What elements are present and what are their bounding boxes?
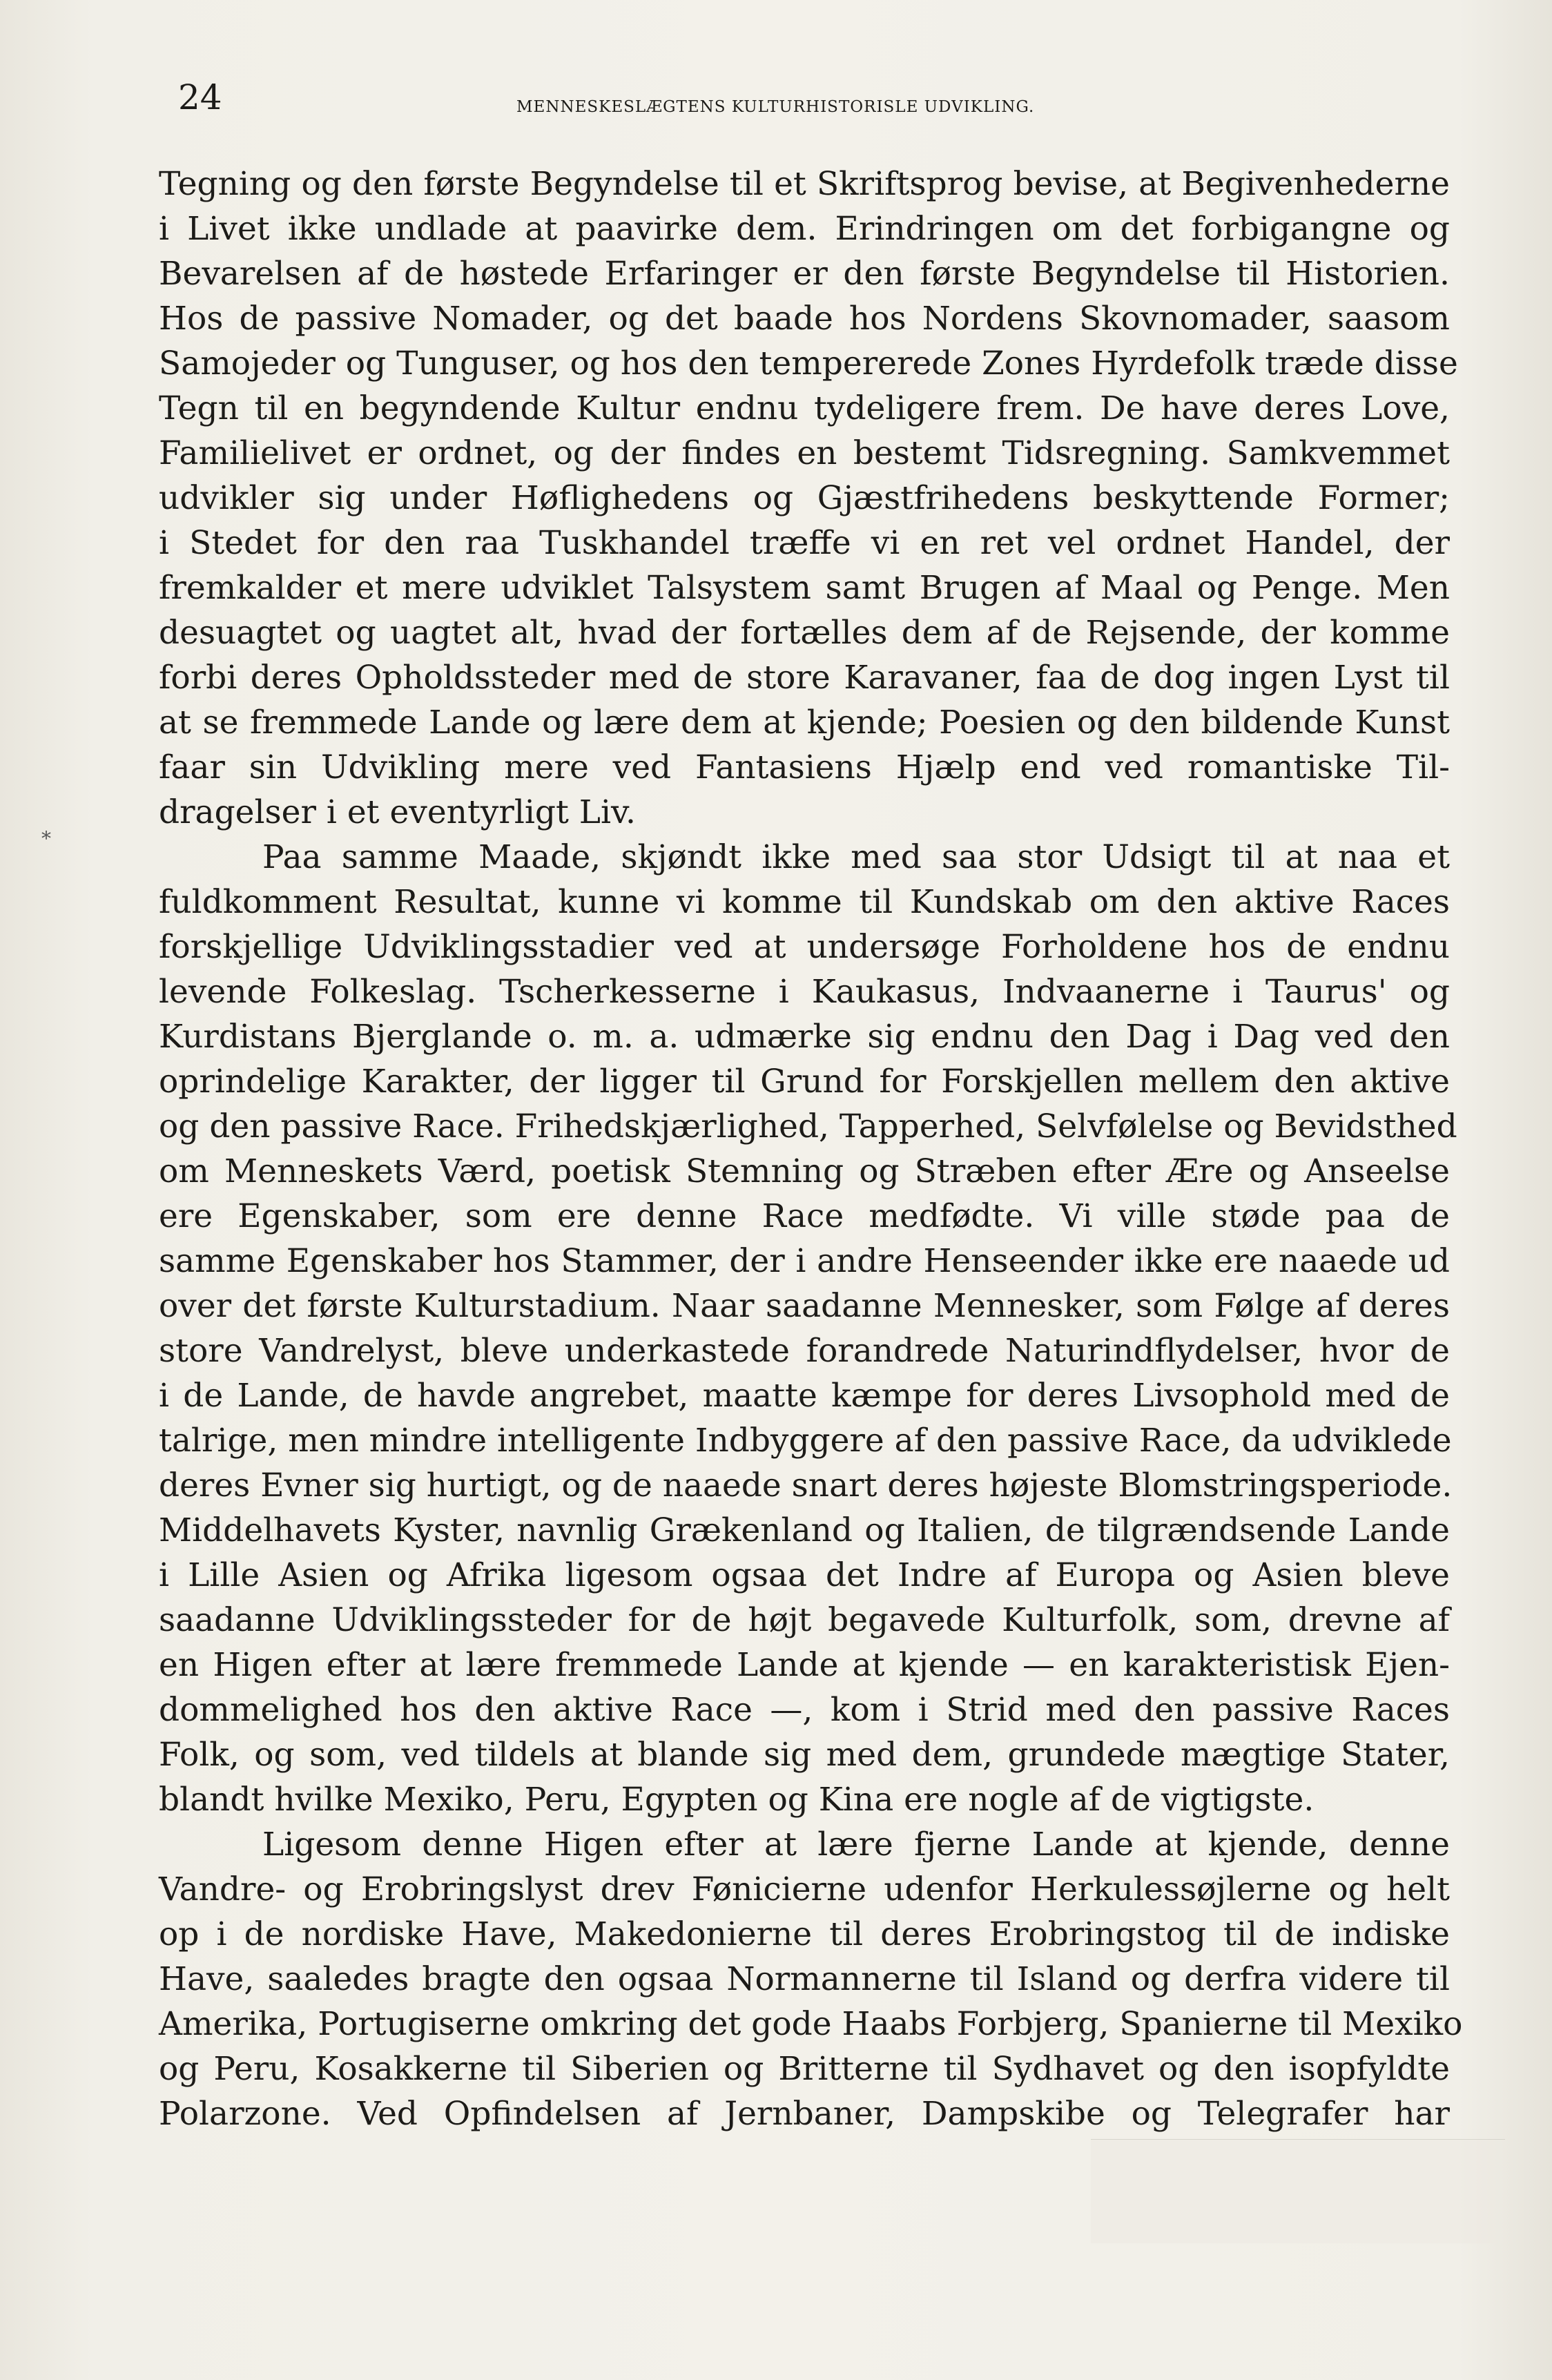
text-line: Vandre- og Erobringslyst drev Fønicierne udenfor Herkulessøjlerne og helt <box>159 1870 1450 1908</box>
text-line: og Peru, Kosakkerne til Siberien og Britterne til Sydhavet og den isopfyldte <box>159 2050 1450 2088</box>
text-line: Tegning og den første Begyndelse til et Skriftsprog bevise, at Begivenhederne <box>159 165 1450 203</box>
text-line: deres Evner sig hurtigt, og de naaede snart deres højeste Blomstringsperiode. <box>159 1467 1453 1505</box>
page-header <box>178 77 1490 126</box>
text-line: forskjellige Udviklingsstadier ved at undersøge Forholdene hos de endnu <box>159 928 1450 966</box>
running-head: MENNESKESLÆGTENS KULTURHISTORISLE UDVIKLING. <box>516 98 1035 116</box>
text-line: oprindelige Karakter, der ligger til Grund for Forskjellen mellem den aktive <box>159 1063 1450 1101</box>
paragraph-3 <box>159 1822 1463 2136</box>
text-line: Kurdistans Bjerglande o. m. a. udmærke sig endnu den Dag i Dag ved den <box>159 1018 1450 1056</box>
text-line: Folk, og som, ved tildels at blande sig med dem, grundede mægtige Stater, <box>159 1736 1450 1774</box>
text-line: blandt hvilke Mexiko, Peru, Egypten og Kina ere nogle af de vigtigste. <box>159 1781 1315 1819</box>
text-line: Paa samme Maade, skjøndt ikke med saa stor Udsigt til at naa et <box>262 838 1450 876</box>
text-line: talrige, men mindre intelligente Indbyggere af den passive Race, da udviklede <box>159 1422 1452 1460</box>
text-line: udvikler sig under Høflighedens og Gjæstfrihedens beskyttende Former; <box>159 479 1450 517</box>
text-line: Ligesom denne Higen efter at lære fjerne Lande at kjende, denne <box>262 1826 1450 1864</box>
text-line: levende Folkeslag. Tscherkesserne i Kaukasus, Indvaanerne i Taurus' og <box>159 973 1450 1011</box>
paragraph-1 <box>159 162 1458 835</box>
body-text <box>159 162 1463 2136</box>
text-line: om Menneskets Værd, poetisk Stemning og Stræben efter Ære og Anseelse <box>159 1152 1450 1190</box>
text-line: Hos de passive Nomader, og det baade hos Nordens Skovnomader, saasom <box>159 300 1450 338</box>
text-line: desuagtet og uagtet alt, hvad der fortælles dem af de Rejsende, der komme <box>159 614 1450 652</box>
text-line: dommelighed hos den aktive Race —, kom i Strid med den passive Races <box>159 1691 1450 1729</box>
text-line: Middelhavets Kyster, navnlig Grækenland og Italien, de tilgrændsende Lande <box>159 1511 1450 1549</box>
text-line: Have, saaledes bragte den ogsaa Normannerne til Island og derfra videre til <box>159 1960 1450 1998</box>
text-line: i de Lande, de havde angrebet, maatte kæmpe for deres Livsophold med de <box>159 1377 1450 1415</box>
text-line: Bevarelsen af de høstede Erfaringer er den første Begyndelse til Historien. <box>159 255 1450 293</box>
text-line: dragelser i et eventyrligt Liv. <box>159 793 636 831</box>
text-line: Polarzone. Ved Opfindelsen af Jernbaner, Dampskibe og Telegrafer har <box>159 2095 1450 2133</box>
text-line: forbi deres Opholdssteder med de store Karavaner, faa de dog ingen Lyst til <box>159 659 1450 697</box>
text-line: i Lille Asien og Afrika ligesom ogsaa det Indre af Europa og Asien bleve <box>159 1556 1450 1594</box>
text-line: faar sin Udvikling mere ved Fantasiens Hjælp end ved romantiske Til- <box>159 748 1450 786</box>
text-line: i Stedet for den raa Tuskhandel træffe vi en ret vel ordnet Handel, der <box>159 524 1450 562</box>
tape-strip <box>1091 2139 1505 2243</box>
text-line: fremkalder et mere udviklet Talsystem samt Brugen af Maal og Penge. Men <box>159 569 1450 607</box>
page-number: 24 <box>178 77 222 117</box>
margin-mark: * <box>41 827 51 850</box>
text-line: fuldkomment Resultat, kunne vi komme til Kundskab om den aktive Races <box>159 883 1450 921</box>
text-line: Familielivet er ordnet, og der findes en bestemt Tidsregning. Samkvemmet <box>159 434 1450 472</box>
text-line: en Higen efter at lære fremmede Lande at kjende — en karakteristisk Ejen- <box>159 1646 1450 1684</box>
text-line: saadanne Udviklingssteder for de højt begavede Kulturfolk, som, drevne af <box>159 1601 1450 1639</box>
text-line: Samojeder og Tunguser, og hos den tempererede Zones Hyrdefolk træde disse <box>159 345 1458 383</box>
text-line: samme Egenskaber hos Stammer, der i andre Henseender ikke ere naaede ud <box>159 1242 1450 1280</box>
text-line: Amerika, Portugiserne omkring det gode Haabs Forbjerg, Spanierne til Mexiko <box>159 2005 1463 2043</box>
text-line: og den passive Race. Frihedskjærlighed, Tapperhed, Selvfølelse og Bevidsthed <box>159 1107 1457 1145</box>
text-line: at se fremmede Lande og lære dem at kjende; Poesien og den bildende Kunst <box>159 704 1450 742</box>
text-line: Tegn til en begyndende Kultur endnu tydeligere frem. De have deres Love, <box>159 389 1450 427</box>
text-line: ere Egenskaber, som ere denne Race medfødte. Vi ville støde paa de <box>159 1197 1450 1235</box>
text-line: op i de nordiske Have, Makedonierne til deres Erobringstog til de indiske <box>159 1915 1450 1953</box>
paragraph-2 <box>159 835 1457 1822</box>
text-line: store Vandrelyst, bleve underkastede forandrede Naturindflydelser, hvor de <box>159 1332 1450 1370</box>
text-line: i Livet ikke undlade at paavirke dem. Erindringen om det forbigangne og <box>159 210 1450 248</box>
text-line: over det første Kulturstadium. Naar saadanne Mennesker, som Følge af deres <box>159 1287 1450 1325</box>
